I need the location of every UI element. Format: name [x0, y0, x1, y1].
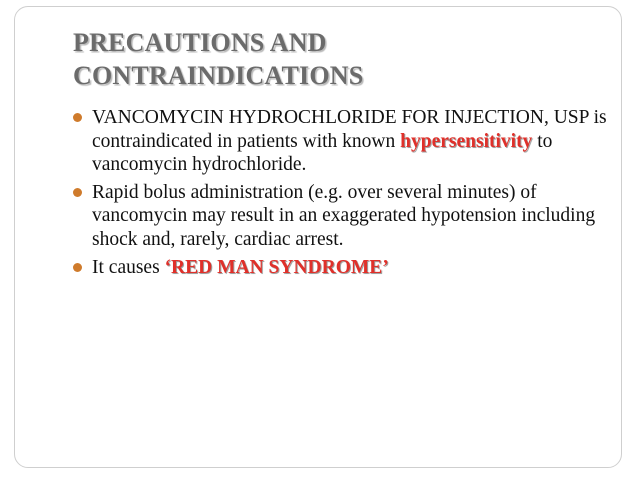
- bullet-text-after: to vancomycin hydrochloride.: [92, 130, 553, 176]
- highlight-hypersensitivity: hypersensitivity: [400, 130, 533, 152]
- title-line-2: CONTRAINDICATIONS: [73, 61, 364, 90]
- title-line-1: PRECAUTIONS AND: [73, 28, 327, 57]
- bullet-text-before: It causes: [92, 256, 165, 278]
- bullet-icon: [73, 113, 82, 122]
- slide-title: [73, 26, 553, 92]
- bullet-item-red-man: [73, 256, 613, 280]
- bullet-item-contraindication: [73, 106, 613, 177]
- bullet-list: [73, 106, 613, 283]
- bullet-text-before: VANCOMYCIN HYDROCHLORIDE FOR INJECTION, USP is contraindicated in patients with known: [92, 107, 607, 152]
- bullet-icon: [73, 263, 82, 272]
- bullet-icon: [73, 188, 82, 197]
- bullet-item-rapid-bolus: [73, 181, 613, 252]
- highlight-red-man-syndrome: ‘RED MAN SYNDROME’: [164, 256, 389, 278]
- bullet-text: Rapid bolus administration (e.g. over several minutes) of vancomycin may result in an exaggerated hypotension including shock and, rarely, cardiac arrest.: [92, 181, 596, 250]
